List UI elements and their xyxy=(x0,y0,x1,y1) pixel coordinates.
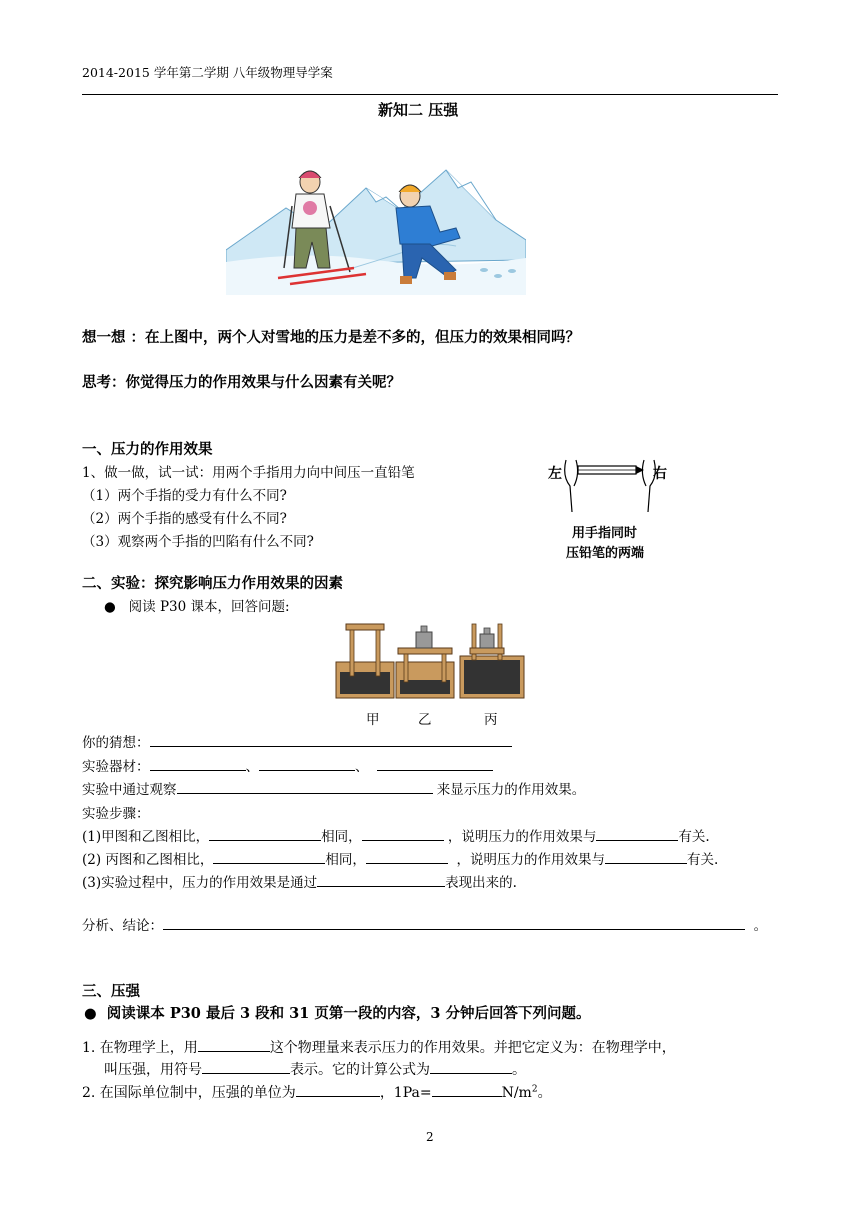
step3-text-b: 表现出来的. xyxy=(445,875,517,891)
q1-blank-2[interactable] xyxy=(202,1059,290,1074)
material-blank-1[interactable] xyxy=(150,756,246,771)
bullet-icon: ● xyxy=(84,1005,97,1022)
guess-blank[interactable] xyxy=(150,732,512,747)
section3-q1-line1 xyxy=(82,1037,676,1057)
section3-bullet-text: 阅读课本 P30 最后 3 段和 31 页第一段的内容，3 分钟后回答下列问题。 xyxy=(106,1005,591,1022)
section1-q2: （2）两个手指的感受有什么不同? xyxy=(82,511,287,527)
section2-heading: 二、实验：探究影响压力作用效果的因素 xyxy=(82,575,343,592)
figure-label-bing: 丙 xyxy=(484,712,498,728)
separator: 、 xyxy=(245,759,259,775)
q2-blank-2[interactable] xyxy=(432,1082,502,1097)
q1-text-d: 表示。它的计算公式为 xyxy=(290,1062,430,1078)
step2-line xyxy=(82,848,718,868)
material-blank-3[interactable] xyxy=(377,756,493,771)
bullet-icon: ● xyxy=(104,599,116,615)
section1-q3: （3）观察两个手指的凹陷有什么不同? xyxy=(82,534,314,550)
step1-line xyxy=(82,825,710,845)
q2-blank-1[interactable] xyxy=(296,1082,380,1097)
skiers-illustration xyxy=(226,150,526,295)
page-header: 2014-2015 学年第二学期 八年级物理导学案 xyxy=(82,65,333,80)
step2-text-a: (2) 丙图和乙图相比， xyxy=(82,852,214,868)
pencil-label-right: 右 xyxy=(653,466,667,482)
conclusion-line xyxy=(82,914,767,934)
q2-text-a: 2. 在国际单位制中，压强的单位为 xyxy=(82,1085,296,1101)
step2-blank-3[interactable] xyxy=(605,849,687,864)
step2-text-b: 相同， xyxy=(325,852,366,868)
pencil-caption-line1: 用手指同时 xyxy=(572,526,638,541)
observe-suffix: 来显示压力的作用效果。 xyxy=(436,782,586,798)
page-number: 2 xyxy=(426,1130,434,1144)
q2-text-c: N/m xyxy=(501,1085,532,1101)
step2-text-c: ，说明压力的作用效果与 xyxy=(456,852,606,868)
step1-text-c: ，说明压力的作用效果与 xyxy=(447,829,597,845)
q1-text-b: 这个物理量来表示压力的作用效果。并把它定义为：在物理学中， xyxy=(269,1040,676,1056)
pencil-caption-line2: 压铅笔的两端 xyxy=(566,546,645,561)
figure-label-jia: 甲 xyxy=(366,712,380,728)
guess-label: 你的猜想： xyxy=(82,735,150,751)
section3-q1-line2 xyxy=(104,1059,526,1079)
q2-text-b: ，1Pa= xyxy=(379,1085,432,1101)
experiment-figure xyxy=(334,620,530,700)
section3-q2-line xyxy=(82,1082,552,1102)
figure-label-yi: 乙 xyxy=(418,712,432,728)
section2-bullet-text: 阅读 P30 课本，回答问题: xyxy=(128,599,290,615)
conclusion-blank[interactable] xyxy=(163,915,745,930)
steps-label: 实验步骤： xyxy=(82,806,150,822)
step2-blank-1[interactable] xyxy=(213,849,325,864)
q1-text-a: 1. 在物理学上，用 xyxy=(82,1040,198,1056)
think-question: 想一想 ：在上图中，两个人对雪地的压力是差不多的，但压力的效果相同吗？ xyxy=(82,329,581,346)
section3-bullet xyxy=(84,1002,591,1023)
material-blank-2[interactable] xyxy=(259,756,355,771)
consider-question: 思考：你觉得压力的作用效果与什么因素有关呢？ xyxy=(82,374,401,391)
materials-label: 实验器材： xyxy=(82,759,150,775)
section1-q1: （1）两个手指的受力有什么不同? xyxy=(82,488,287,504)
conclusion-end: 。 xyxy=(753,918,768,934)
q2-superscript: 2 xyxy=(531,1084,538,1095)
page-title: 新知二 压强 xyxy=(378,101,459,119)
section2-bullet xyxy=(104,595,290,615)
observe-line xyxy=(82,778,585,798)
step1-text-d: 有关. xyxy=(678,829,710,845)
section1-heading: 一、压力的作用效果 xyxy=(82,441,213,458)
pencil-fingers-icon xyxy=(562,456,658,514)
q1-text-e: 。 xyxy=(512,1062,526,1078)
separator: 、 xyxy=(355,759,369,775)
q1-blank-3[interactable] xyxy=(430,1059,512,1074)
step1-blank-3[interactable] xyxy=(596,826,678,841)
q1-text-c: 叫压强，用符号 xyxy=(104,1062,202,1078)
pencil-label-left: 左 xyxy=(548,466,562,482)
section3-heading: 三、压强 xyxy=(82,983,140,1000)
q1-blank-1[interactable] xyxy=(198,1037,270,1052)
guess-line xyxy=(82,731,512,751)
step1-text-b: 相同， xyxy=(321,829,362,845)
observe-blank[interactable] xyxy=(177,779,433,794)
q2-text-d: 。 xyxy=(537,1085,552,1101)
step3-text-a: (3)实验过程中，压力的作用效果是通过 xyxy=(82,875,318,891)
step3-line xyxy=(82,871,517,891)
step1-blank-1[interactable] xyxy=(209,826,321,841)
header-rule xyxy=(82,94,778,95)
step2-text-d: 有关. xyxy=(687,852,719,868)
conclusion-label: 分析、结论： xyxy=(82,918,163,934)
step3-blank[interactable] xyxy=(317,872,445,887)
materials-line xyxy=(82,755,493,775)
step1-text-a: (1)甲图和乙图相比， xyxy=(82,829,210,845)
observe-prefix: 实验中通过观察 xyxy=(82,782,177,798)
step1-blank-2[interactable] xyxy=(362,826,444,841)
step2-blank-2[interactable] xyxy=(366,849,448,864)
section1-item: 1、做一做，试一试：用两个手指用力向中间压一直铅笔 xyxy=(82,465,415,481)
